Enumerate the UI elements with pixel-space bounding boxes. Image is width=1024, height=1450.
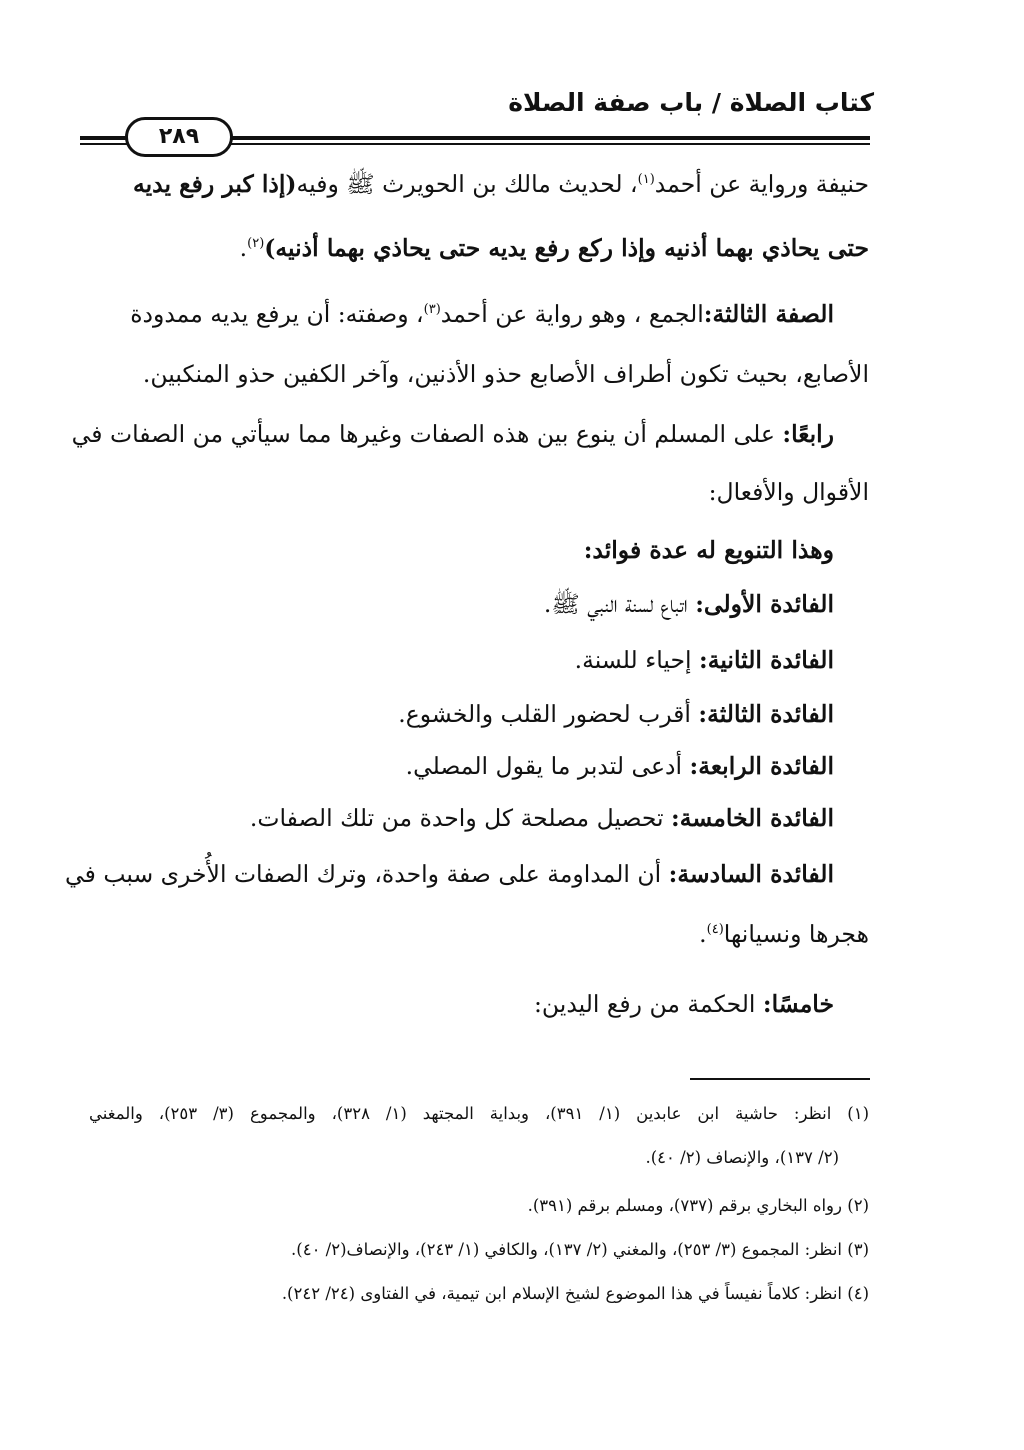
- footnote-ref-2[interactable]: (٢): [247, 236, 265, 252]
- section-lead: خامسًا:: [762, 990, 834, 1018]
- text-line-3: [130, 300, 834, 328]
- benefit-5: [250, 804, 834, 832]
- line-text: الجمع ، وهو رواية عن أحمد: [440, 300, 704, 328]
- benefit-label: الفائدة الثانية:: [699, 646, 834, 674]
- section-lead: رابعًا:: [782, 420, 834, 448]
- text-line-1: [132, 170, 869, 198]
- benefit-text: أدعى لتدبر ما يقول المصلي.: [405, 752, 683, 780]
- hadith-quote: (إذا كبر رفع يديه: [132, 170, 297, 198]
- footnote-4: (٤) انظر: كلاماً نفيساً في هذا الموضوع لشيخ الإسلام ابن تيمية، في الفتاوى (٢٤/ ٢٤٢).: [281, 1284, 869, 1303]
- benefit-3: [398, 700, 834, 728]
- line-text: .: [239, 234, 248, 262]
- benefit-4: [406, 752, 834, 780]
- footnote-1-cont: (٢/ ١٣٧)، والإنصاف (٢/ ٤٠).: [645, 1148, 839, 1167]
- footnote-ref-3[interactable]: (٣): [423, 302, 441, 318]
- benefit-label: الفائدة الثالثة:: [698, 700, 834, 728]
- benefit-text: إحياء للسنة.: [574, 646, 692, 674]
- benefit-label: الفائدة الرابعة:: [689, 752, 834, 780]
- benefit-1: [544, 590, 834, 618]
- benefit-label: الفائدة الأولى:: [695, 590, 834, 618]
- benefits-heading: وهذا التنويع له عدة فوائد:: [583, 536, 834, 564]
- hadith-quote: حتى يحاذي بهما أذنيه وإذا ركع رفع يديه حتى يحاذي بهما أذنيه): [264, 234, 869, 262]
- text-line-4: الأصابع، بحيث تكون أطراف الأصابع حذو الأذنين، وآخر الكفين حذو المنكبين.: [142, 360, 869, 388]
- benefit-6-cont: [699, 920, 869, 948]
- benefit-text: هجرها ونسيانها: [723, 920, 869, 948]
- benefit-text: تحصيل مصلحة كل واحدة من تلك الصفات.: [249, 804, 664, 832]
- page-number: ٢٨٩: [125, 117, 233, 157]
- footnote-3: (٣) انظر: المجموع (٣/ ٢٥٣)، والمغني (٢/ ١٣٧)، والكافي (١/ ٢٤٣)، والإنصاف(٢/ ٤٠).: [291, 1240, 869, 1259]
- section-five: [534, 990, 834, 1018]
- text-line-2: [240, 234, 869, 262]
- line-text: الحكمة من رفع اليدين:: [533, 990, 756, 1018]
- line-text: على المسلم أن ينوع بين هذه الصفات وغيرها مما سيأتي من الصفات في: [71, 420, 775, 448]
- line-text: ، وصفته: أن يرفع يديه ممدودة: [130, 300, 424, 328]
- benefit-6: [65, 860, 834, 888]
- footnote-separator: [690, 1078, 870, 1080]
- line-text: حنيفة ورواية عن أحمد: [654, 170, 869, 198]
- footnote-2: (٢) رواه البخاري برقم (٧٣٧)، ومسلم برقم (٣٩١).: [527, 1196, 869, 1215]
- section-lead: الصفة الثالثة:: [703, 300, 834, 328]
- footnote-ref-1[interactable]: (١): [637, 172, 655, 188]
- benefit-text: اتباع لسنة النبي ﷺ.: [543, 590, 688, 618]
- text-line-6: الأقوال والأفعال:: [708, 478, 869, 506]
- benefit-label: الفائدة الخامسة:: [671, 804, 834, 832]
- line-text: ، لحديث مالك بن الحويرث ﷺ وفيه: [296, 170, 638, 198]
- benefit-label: الفائدة السادسة:: [668, 860, 834, 888]
- footnote-1: (١) انظر: حاشية ابن عابدين (١/ ٣٩١)، وبداية المجتهد (١/ ٣٢٨)، والمجموع (٣/ ٢٥٣)، والمغني: [89, 1104, 869, 1123]
- benefit-text: أن المداومة على صفة واحدة، وترك الصفات الأُخرى سبب في: [65, 860, 662, 888]
- text-line-5: [71, 420, 834, 448]
- footnote-ref-4[interactable]: (٤): [706, 922, 724, 938]
- benefit-text: أقرب لحضور القلب والخشوع.: [398, 700, 691, 728]
- benefit-2: [575, 646, 834, 674]
- running-header: كتاب الصلاة / باب صفة الصلاة: [508, 88, 874, 117]
- line-text: .: [699, 920, 707, 948]
